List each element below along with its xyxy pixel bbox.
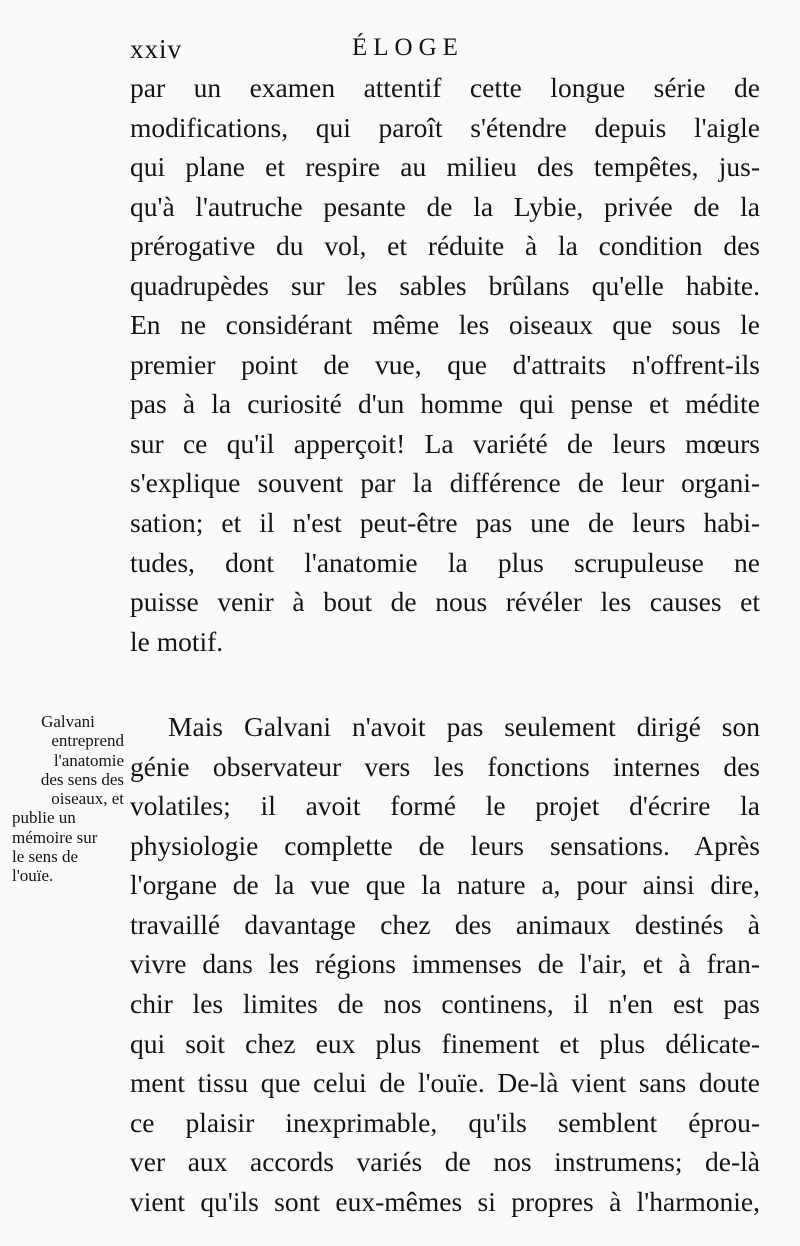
- text-line: qui soit chez eux plus finement et plus délicate-: [130, 1027, 760, 1059]
- text-line: ce plaisir inexprimable, qu'ils semblent éprou-: [130, 1106, 760, 1138]
- text-line: quadrupèdes sur les sables brûlans qu'elle habite.: [130, 269, 760, 301]
- text-line: En ne considérant même les oiseaux que sous le: [130, 309, 760, 341]
- margin-note-line: l'anatomie: [53, 750, 124, 770]
- page-number: xxiv: [130, 34, 183, 64]
- text-line: vient qu'ils sont eux-mêmes si propres à l'harmonie,: [130, 1185, 760, 1217]
- text-line: prérogative du vol, et réduite à la condition des: [130, 230, 760, 262]
- running-head: [130, 34, 775, 66]
- text-line: chir les limites de nos continens, il n'en est pas: [130, 988, 760, 1020]
- paragraph-gap: [130, 661, 760, 707]
- text-line: s'explique souvent par la différence de leur organi-: [130, 467, 760, 499]
- text-line: qu'à l'autruche pesante de la Lybie, privée de la: [130, 190, 760, 222]
- text-line: tudes, dont l'anatomie la plus scrupuleuse ne: [130, 546, 760, 578]
- margin-note-line: l'ouïe.: [12, 866, 54, 886]
- text-line: puisse venir à bout de nous révéler les causes et: [130, 586, 760, 618]
- margin-note-line: publie un: [12, 808, 76, 828]
- margin-note-line: entreprend: [51, 731, 124, 751]
- main-text-block: [130, 68, 760, 1221]
- text-line: ver aux accords variés de nos instrumens; de-là: [130, 1146, 760, 1178]
- margin-note: [12, 712, 124, 886]
- paragraph-2: [130, 707, 760, 1221]
- text-line: qui plane et respire au milieu des tempêtes, jus-: [130, 151, 760, 183]
- text-line: pas à la curiosité d'un homme qui pense et médite: [130, 388, 760, 420]
- text-line: génie observateur vers les fonctions internes des: [130, 750, 760, 782]
- margin-note-line: Galvani: [41, 712, 95, 731]
- text-line: volatiles; il avoit formé le projet d'écrire la: [130, 790, 760, 822]
- margin-note-line: oiseaux, et: [51, 789, 124, 809]
- text-line: sur ce qu'il apperçoit! La variété de leurs mœurs: [130, 427, 760, 459]
- margin-note-line: des sens des: [40, 769, 124, 789]
- text-line: l'organe de la vue que la nature a, pour ainsi dire,: [130, 869, 760, 901]
- text-line: le motif.: [130, 625, 224, 657]
- running-title: ÉLOGE: [352, 34, 464, 61]
- text-line: vivre dans les régions immenses de l'air, et à fran-: [130, 948, 760, 980]
- margin-note-line: le sens de: [12, 847, 79, 867]
- margin-note-line: mémoire sur: [12, 827, 98, 847]
- paragraph-1: [130, 68, 760, 661]
- text-line: Mais Galvani n'avoit pas seulement dirigé son: [168, 711, 760, 743]
- text-line: sation; et il n'est peut-être pas une de leurs habi-: [130, 507, 760, 539]
- text-line: modifications, qui paroît s'étendre depuis l'aigle: [130, 111, 760, 143]
- text-line: travaillé davantage chez des animaux destinés à: [130, 908, 760, 940]
- text-line: premier point de vue, que d'attraits n'offrent-ils: [130, 348, 760, 380]
- text-line: physiologie complette de leurs sensations. Après: [130, 829, 760, 861]
- text-line: par un examen attentif cette longue série de: [130, 72, 760, 103]
- text-line: ment tissu que celui de l'ouïe. De-là vient sans doute: [130, 1067, 760, 1099]
